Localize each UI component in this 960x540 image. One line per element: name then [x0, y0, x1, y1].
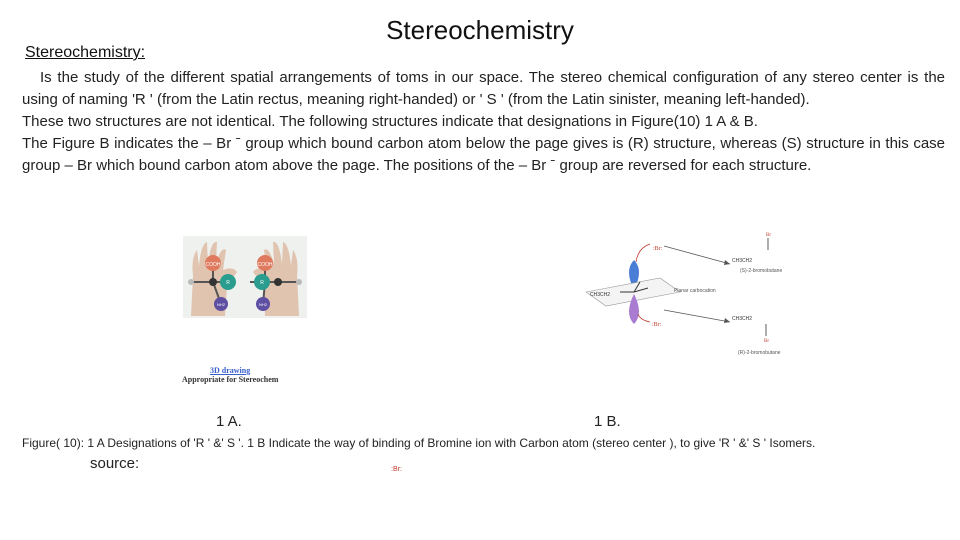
paragraph-definition: Is the study of the different spatial arrangements of toms in our space. The stereo chemical configuration of any stereo center is the using of naming 'R ' (from the Latin rectus, meaning right-handed) or ' S ' (from the Latin sinister, meaning left-handed).	[22, 69, 945, 108]
figure-1a-caption-line1: 3D drawing	[210, 366, 251, 375]
figure-1a-image	[183, 236, 307, 318]
carbocation-diagram	[580, 230, 810, 358]
figure-1a-caption-line2: Appropriate for Stereochem	[182, 375, 279, 384]
svg-text:(S)-2-bromobutane: (S)-2-bromobutane	[740, 268, 783, 274]
section-subheading: Stereochemistry:	[25, 44, 146, 61]
svg-text:CH3CH2: CH3CH2	[732, 258, 753, 264]
figure-1a-caption	[178, 366, 293, 384]
body-text	[22, 67, 945, 177]
paragraph-structures: These two structures are not identical. The following structures indicate that designations in Figure(10) 1 A & B.	[22, 113, 758, 130]
hands-molecule-illustration	[183, 236, 307, 318]
svg-text::Br:: :Br:	[652, 322, 662, 328]
figure-1a-label: 1 A.	[216, 413, 242, 430]
svg-text:Br: Br	[766, 233, 771, 238]
svg-text::Br:: :Br:	[653, 246, 663, 252]
figure-1b-image	[580, 230, 810, 358]
figure-caption: Figure( 10): 1 A Designations of 'R ' &' S '. 1 B Indicate the way of binding of Bromine ion with Carbon atom (stereo center ), to give 'R ' &' S ' Isomers.	[22, 436, 816, 450]
svg-text:R: R	[226, 280, 230, 286]
svg-text:COOH: COOH	[257, 262, 273, 268]
svg-text:Br: Br	[764, 339, 769, 344]
svg-text:(R)-2-bromobutane: (R)-2-bromobutane	[738, 350, 781, 356]
figure-1b-label: 1 B.	[594, 413, 621, 430]
svg-text:COOH: COOH	[205, 262, 221, 268]
svg-text:Planar carbocation: Planar carbocation	[674, 288, 716, 294]
bromine-fragment-mark: :Br:	[391, 466, 402, 473]
svg-text:CH3CH2: CH3CH2	[590, 292, 611, 298]
slide-title: Stereochemistry	[386, 15, 574, 45]
svg-text:CH3CH2: CH3CH2	[732, 316, 753, 322]
source-label: source:	[90, 455, 140, 472]
svg-text:NH2: NH2	[216, 302, 226, 307]
svg-text:NH2: NH2	[258, 302, 268, 307]
paragraph-figure-b: The Figure B indicates the – Br ˉ group which bound carbon atom below the page gives is (R) structure, whereas (S) structure in this case group – Br which bound carbon atom above the page. The positions of the – Br ˉ group are reversed for each structure.	[22, 135, 945, 174]
svg-text:R: R	[260, 280, 264, 286]
